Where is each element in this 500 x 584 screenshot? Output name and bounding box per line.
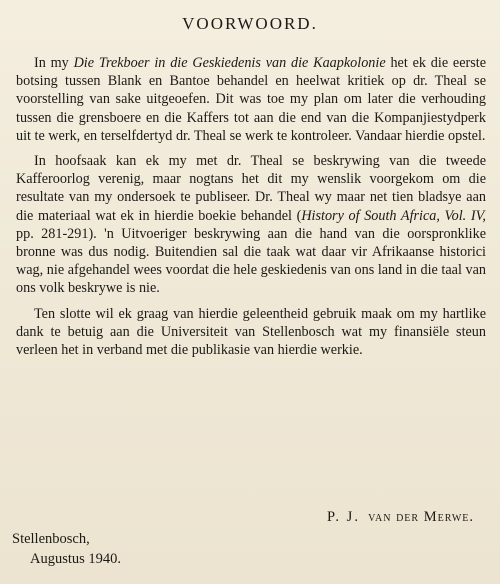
page-title: VOORWOORD.: [182, 14, 318, 33]
history-reference: History of South Africa, Vol. IV,: [301, 207, 486, 224]
paragraph-2-text-a: In hoofsaak kan ek my met dr. Theal se beskrywing van die tweede Kafferoorlog verenig, maar nogtans het dit my wenslik voorgekom om die resultate van my ondersoek te publiseer. Dr. Theal wy maar net tien bladsye aan die materiaal wat ek in hierdie boekie behandel (: [16, 153, 486, 224]
date-line: Augustus 1940.: [30, 551, 122, 567]
paragraph-2: [16, 152, 486, 298]
paragraph-2-text-b: pp. 281-291). 'n Uitvoeriger beskrywing aan die hand van die oorspronklike bronne was dus nodig. Buitendien sal die taak wat daar vir Afrikaanse historici wag, nie afgehandel wees voordat die hele geskiedenis van ons land in die taal van ons volk beskrywe is nie.: [16, 225, 486, 297]
author-initials: P. J.: [326, 509, 360, 525]
paragraph-1-text-a: In my: [34, 55, 74, 71]
paragraph-3: [16, 305, 486, 360]
paragraph-3-text: Ten slotte wil ek graag van hierdie geleentheid gebruik maak om my hartlike dank te betuig aan die Universiteit van Stellenbosch wat my finansiële steun verleen het in verband met die publikasie van hierdie werkie.: [16, 305, 486, 359]
paragraph-1-text-b: het ek die eerste botsing tussen Blank en Bantoe behandel en heelwat kritiek op dr. Theal se voorstelling van sake uitgeoefen. Dit was toe my plan om later die verhouding tussen die grensboere en die Kaffers tot aan die end van die Kompanjiestydperk uit te werk, en terselfdertyd dr. Theal se werk te kontroleer. Vandaar hierdie opstel.: [16, 55, 487, 144]
author-surname: van der Merwe.: [368, 509, 474, 525]
author-signature: [327, 509, 474, 526]
body-text: [16, 54, 486, 366]
place-line: Stellenbosch,: [12, 531, 90, 547]
book-title-reference: Die Trekboer in die Geskiedenis van die Kaapkolonie: [73, 55, 386, 71]
paragraph-1: [16, 54, 486, 145]
